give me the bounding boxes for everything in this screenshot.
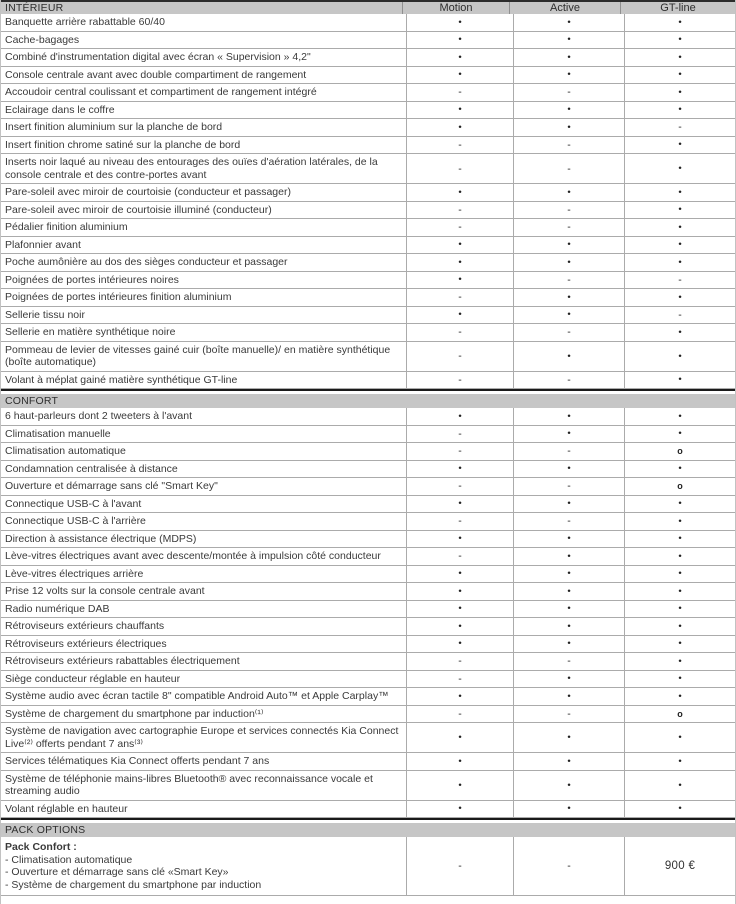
availability-cell-active: • [513, 801, 624, 818]
feature-row [1, 566, 735, 584]
feature-label: Combiné d'instrumentation digital avec écran « Supervision » 4,2" [5, 51, 311, 63]
availability-cell-active: • [513, 119, 624, 136]
availability-cell-motion: - [406, 548, 513, 565]
availability-cell-active: - [513, 324, 624, 341]
feature-label: Sellerie en matière synthétique noire [5, 326, 176, 338]
feature-row [1, 461, 735, 479]
availability-cell-gt-line: • [624, 372, 735, 389]
availability-cell-motion: - [406, 342, 513, 371]
feature-label: Inserts noir laqué au niveau des entourages des ouïes d'aération latérales, de la console centrale et des contre-portes avant [5, 156, 378, 181]
availability-cell-gt-line: • [624, 324, 735, 341]
availability-cell-gt-line: • [624, 496, 735, 513]
availability-cell-motion: • [406, 49, 513, 66]
feature-label: Pare-soleil avec miroir de courtoisie (conducteur et passager) [5, 186, 291, 198]
availability-cell-active: • [513, 566, 624, 583]
availability-cell-motion: - [406, 154, 513, 183]
availability-cell-motion: - [406, 219, 513, 236]
feature-row [1, 307, 735, 325]
availability-cell-motion: • [406, 119, 513, 136]
availability-cell-motion: - [406, 426, 513, 443]
feature-row [1, 801, 735, 819]
feature-row [1, 154, 735, 184]
feature-row [1, 219, 735, 237]
availability-cell-motion: • [406, 67, 513, 84]
feature-label: Services télématiques Kia Connect offerts pendant 7 ans [5, 755, 270, 767]
availability-cell-motion: - [406, 372, 513, 389]
section-title: CONFORT [5, 395, 59, 407]
availability-cell-gt-line: • [624, 548, 735, 565]
availability-cell-gt-line: • [624, 513, 735, 530]
feature-label: Climatisation manuelle [5, 427, 111, 440]
feature-label: Système de chargement du smartphone par induction⁽¹⁾ [5, 707, 264, 720]
feature-label: Pommeau de levier de vitesses gainé cuir (boîte manuelle)/ en matière synthétique (boîte automatique) [5, 343, 391, 368]
feature-row [1, 478, 735, 496]
availability-cell-active: • [513, 461, 624, 478]
availability-cell-active: - [513, 202, 624, 219]
availability-cell-motion: - [406, 671, 513, 688]
availability-cell-gt-line: • [624, 771, 735, 800]
availability-cell-motion: • [406, 237, 513, 254]
feature-row [1, 771, 735, 801]
availability-cell-gt-line: • [624, 723, 735, 752]
feature-row [1, 618, 735, 636]
availability-cell-motion: • [406, 496, 513, 513]
availability-cell-motion: - [406, 84, 513, 101]
availability-cell-gt-line: o [624, 443, 735, 460]
pack-item: - Climatisation automatique [5, 853, 133, 866]
availability-cell-gt-line: • [624, 618, 735, 635]
availability-cell-active: • [513, 618, 624, 635]
feature-label: Banquette arrière rabattable 60/40 [5, 16, 165, 28]
availability-cell-gt-line: • [624, 237, 735, 254]
availability-cell-gt-line: • [624, 137, 735, 154]
feature-label: Poignées de portes intérieures finition aluminium [5, 291, 232, 303]
feature-row [1, 272, 735, 290]
availability-cell-active: • [513, 289, 624, 306]
feature-row [1, 496, 735, 514]
availability-cell-gt-line: • [624, 801, 735, 818]
feature-row [1, 14, 735, 32]
feature-row [1, 67, 735, 85]
feature-label: Siège conducteur réglable en hauteur [5, 672, 181, 685]
availability-cell-active: • [513, 408, 624, 425]
feature-label: Cache-bagages [5, 33, 80, 46]
availability-cell-motion: • [406, 307, 513, 324]
availability-cell-motion: - [406, 706, 513, 723]
feature-label: Rétroviseurs extérieurs chauffants [5, 620, 165, 632]
availability-cell-gt-line: • [624, 636, 735, 653]
availability-cell-gt-line: • [624, 688, 735, 705]
availability-cell-gt-line: • [624, 84, 735, 101]
availability-cell-active: - [513, 706, 624, 723]
feature-label: Rétroviseurs extérieurs rabattables électriquement [5, 655, 240, 667]
feature-label: Climatisation automatique [5, 445, 126, 457]
feature-row [1, 653, 735, 671]
availability-cell-motion: - [406, 137, 513, 154]
availability-cell-motion: • [406, 753, 513, 770]
availability-cell-active: • [513, 496, 624, 513]
availability-cell-motion: • [406, 14, 513, 31]
availability-cell-motion: • [406, 272, 513, 289]
feature-row [1, 324, 735, 342]
feature-label: Lève-vitres électriques avant avec descente/montée à impulsion côté conducteur [5, 550, 381, 562]
feature-label: Lève-vitres électriques arrière [5, 567, 144, 580]
feature-row [1, 548, 735, 566]
availability-cell-gt-line: • [624, 14, 735, 31]
feature-label: Volant réglable en hauteur [5, 802, 128, 815]
feature-label: Plafonnier avant [5, 238, 81, 251]
availability-cell-active: • [513, 601, 624, 618]
availability-cell-motion: • [406, 32, 513, 49]
feature-row [1, 531, 735, 549]
feature-row [1, 408, 735, 426]
availability-cell-gt-line: • [624, 566, 735, 583]
availability-cell-gt-line: - [624, 272, 735, 289]
availability-cell-motion: • [406, 102, 513, 119]
feature-label: Système de navigation avec cartographie Europe et services connectés Kia Connect Live⁽²⁾ offerts pendant 7 ans⁽³⁾ [5, 725, 399, 750]
feature-label: Système audio avec écran tactile 8" compatible Android Auto™ et Apple Carplay™ [5, 690, 389, 702]
availability-cell-gt-line: o [624, 478, 735, 495]
feature-label: Radio numérique DAB [5, 602, 110, 615]
availability-cell-gt-line: • [624, 102, 735, 119]
availability-cell-gt-line: o [624, 706, 735, 723]
feature-row [1, 601, 735, 619]
availability-cell-gt-line: • [624, 408, 735, 425]
availability-cell-active: • [513, 753, 624, 770]
availability-cell-active: • [513, 723, 624, 752]
availability-cell-active: • [513, 583, 624, 600]
feature-row [1, 753, 735, 771]
column-header-active: Active [509, 2, 620, 14]
availability-cell-active: - [513, 219, 624, 236]
availability-cell-active: • [513, 342, 624, 371]
availability-cell-gt-line: • [624, 289, 735, 306]
availability-cell-motion: • [406, 618, 513, 635]
feature-row [1, 84, 735, 102]
feature-label: Insert finition aluminium sur la planche de bord [5, 121, 223, 133]
feature-row [1, 184, 735, 202]
availability-cell-active: • [513, 237, 624, 254]
feature-label: Console centrale avant avec double compartiment de rangement [5, 68, 307, 81]
availability-cell-active: - [513, 84, 624, 101]
availability-cell-active: • [513, 102, 624, 119]
feature-label: Volant à méplat gainé matière synthétique GT-line [5, 373, 238, 386]
column-header-gt-line: GT-line [620, 2, 735, 14]
availability-cell-active: - [513, 443, 624, 460]
availability-cell-motion: • [406, 601, 513, 618]
availability-cell-motion: • [406, 566, 513, 583]
availability-cell-gt-line: • [624, 753, 735, 770]
section-header [1, 0, 735, 14]
feature-row [1, 426, 735, 444]
availability-cell-active: • [513, 184, 624, 201]
availability-cell-motion: - [406, 443, 513, 460]
availability-cell-gt-line: • [624, 426, 735, 443]
availability-cell-motion: - [406, 837, 513, 895]
feature-label: Sellerie tissu noir [5, 308, 85, 321]
feature-label: 6 haut-parleurs dont 2 tweeters à l'avant [5, 410, 193, 422]
feature-label: Condamnation centralisée à distance [5, 462, 178, 475]
feature-row [1, 372, 735, 390]
availability-cell-gt-line: • [624, 184, 735, 201]
availability-cell-active: • [513, 531, 624, 548]
availability-cell-motion: • [406, 723, 513, 752]
availability-cell-active: - [513, 154, 624, 183]
feature-label: Connectique USB-C à l'avant [5, 497, 142, 510]
feature-label: Accoudoir central coulissant et compartiment de rangement intégré [5, 86, 317, 98]
availability-cell-gt-line: • [624, 67, 735, 84]
feature-row [1, 513, 735, 531]
availability-cell-gt-line: 900 € [624, 837, 735, 895]
feature-label: Insert finition chrome satiné sur la planche de bord [5, 138, 241, 151]
section-header [1, 823, 735, 837]
availability-cell-active: • [513, 636, 624, 653]
feature-row [1, 583, 735, 601]
availability-cell-active: • [513, 32, 624, 49]
availability-cell-motion: • [406, 583, 513, 600]
availability-cell-active: • [513, 548, 624, 565]
availability-cell-active: • [513, 771, 624, 800]
feature-row [1, 289, 735, 307]
availability-cell-active: - [513, 837, 624, 895]
availability-cell-gt-line: - [624, 119, 735, 136]
availability-cell-motion: • [406, 461, 513, 478]
availability-cell-motion: • [406, 184, 513, 201]
availability-cell-gt-line: • [624, 671, 735, 688]
feature-row [1, 671, 735, 689]
availability-cell-motion: - [406, 324, 513, 341]
availability-cell-motion: • [406, 531, 513, 548]
availability-cell-motion: • [406, 801, 513, 818]
column-header-motion: Motion [402, 2, 509, 14]
pack-item: - Ouverture et démarrage sans clé «Smart Key» [5, 866, 229, 878]
section-header [1, 394, 735, 408]
availability-cell-motion: - [406, 478, 513, 495]
feature-row [1, 342, 735, 372]
availability-cell-motion: - [406, 202, 513, 219]
feature-label: Eclairage dans le coffre [5, 103, 115, 116]
feature-row [1, 119, 735, 137]
availability-cell-gt-line: • [624, 342, 735, 371]
availability-cell-active: • [513, 254, 624, 271]
availability-cell-active: - [513, 513, 624, 530]
availability-cell-gt-line: • [624, 461, 735, 478]
feature-row [1, 237, 735, 255]
feature-label: Connectique USB-C à l'arrière [5, 515, 146, 527]
pack-title: Pack Confort : [5, 841, 77, 853]
availability-cell-gt-line: • [624, 154, 735, 183]
feature-row [1, 636, 735, 654]
pack-item: - Système de chargement du smartphone par induction [5, 878, 262, 891]
availability-cell-motion: • [406, 254, 513, 271]
feature-row [1, 706, 735, 724]
availability-cell-gt-line: • [624, 219, 735, 236]
availability-cell-motion: - [406, 653, 513, 670]
availability-cell-active: • [513, 671, 624, 688]
availability-cell-gt-line: • [624, 254, 735, 271]
table-body [1, 0, 735, 896]
availability-cell-active: - [513, 272, 624, 289]
feature-row [1, 49, 735, 67]
feature-label: Poignées de portes intérieures noires [5, 273, 179, 286]
availability-cell-active: • [513, 688, 624, 705]
availability-cell-motion: - [406, 513, 513, 530]
section-title: INTÉRIEUR [5, 2, 64, 14]
availability-cell-motion: • [406, 771, 513, 800]
availability-cell-active: • [513, 426, 624, 443]
feature-label: Ouverture et démarrage sans clé "Smart Key" [5, 480, 218, 492]
feature-label [1, 837, 406, 895]
availability-cell-gt-line: • [624, 32, 735, 49]
availability-cell-gt-line: • [624, 601, 735, 618]
feature-row [1, 202, 735, 220]
availability-cell-gt-line: • [624, 49, 735, 66]
feature-row [1, 32, 735, 50]
availability-cell-gt-line: • [624, 583, 735, 600]
availability-cell-motion: - [406, 289, 513, 306]
feature-row [1, 102, 735, 120]
pack-row [1, 837, 735, 896]
availability-cell-active: - [513, 653, 624, 670]
availability-cell-gt-line: • [624, 531, 735, 548]
feature-row [1, 443, 735, 461]
availability-cell-motion: • [406, 688, 513, 705]
availability-cell-active: • [513, 14, 624, 31]
feature-label: Poche aumônière au dos des sièges conducteur et passager [5, 256, 288, 268]
availability-cell-gt-line: • [624, 653, 735, 670]
feature-label: Rétroviseurs extérieurs électriques [5, 637, 167, 650]
feature-row [1, 254, 735, 272]
availability-cell-motion: • [406, 636, 513, 653]
availability-cell-gt-line: • [624, 202, 735, 219]
feature-label: Pédalier finition aluminium [5, 221, 128, 233]
feature-row [1, 723, 735, 753]
feature-label: Système de téléphonie mains-libres Bluetooth® avec reconnaissance vocale et streaming audio [5, 772, 373, 797]
section-title: PACK OPTIONS [5, 824, 86, 836]
feature-label: Prise 12 volts sur la console centrale avant [5, 585, 205, 597]
availability-cell-active: • [513, 49, 624, 66]
availability-cell-active: - [513, 372, 624, 389]
availability-cell-motion: • [406, 408, 513, 425]
availability-cell-active: - [513, 478, 624, 495]
feature-label: Pare-soleil avec miroir de courtoisie illuminé (conducteur) [5, 203, 272, 216]
feature-row [1, 137, 735, 155]
availability-cell-active: • [513, 307, 624, 324]
feature-row [1, 688, 735, 706]
availability-cell-active: • [513, 67, 624, 84]
availability-cell-gt-line: - [624, 307, 735, 324]
feature-label: Direction à assistance électrique (MDPS) [5, 532, 197, 545]
availability-cell-active: - [513, 137, 624, 154]
